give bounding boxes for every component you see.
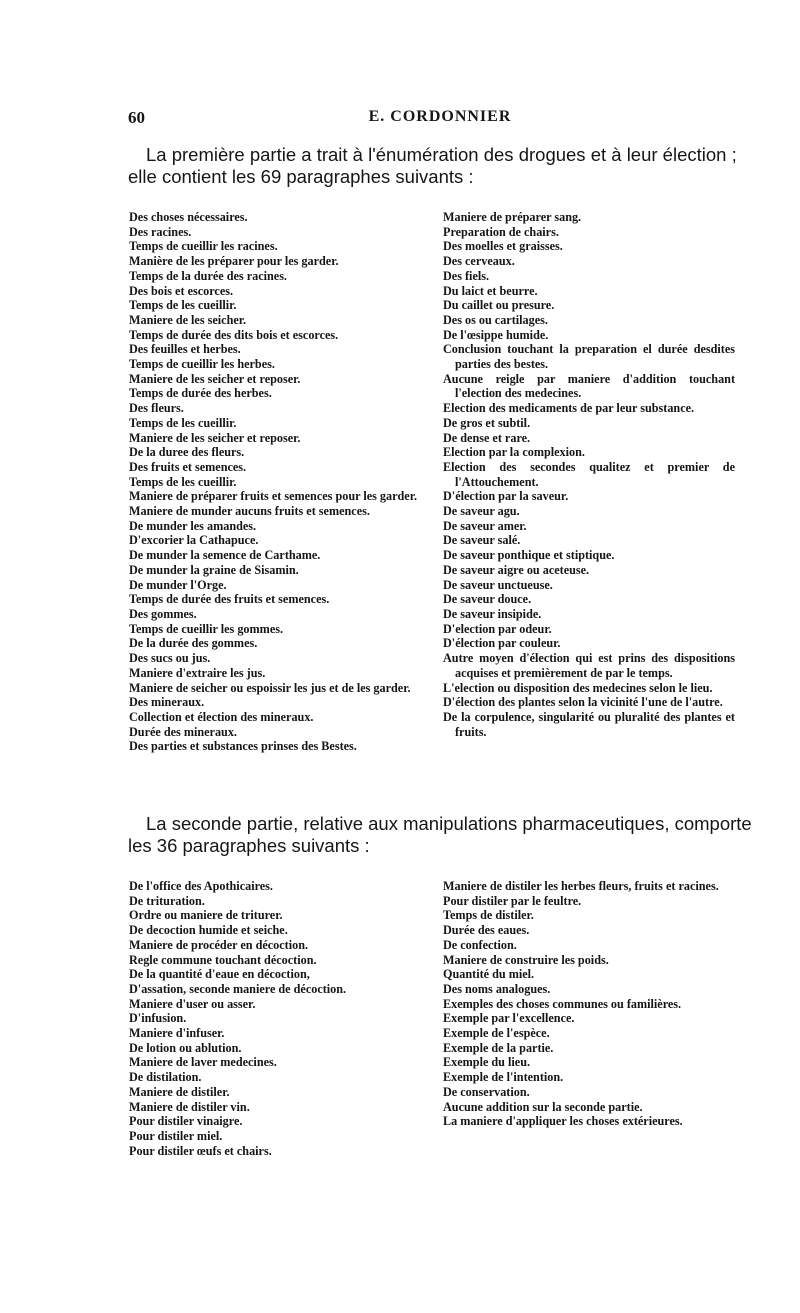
list-item: Temps de les cueillir. [129,298,237,313]
list-item: Maniere de distiler vin. [129,1099,250,1114]
list-item: Temps de durée des fruits et semences. [129,592,330,607]
list-item: Des fleurs. [129,401,184,416]
list-item: De la duree des fleurs. [129,445,245,460]
list-item: De dense et rare. [443,430,531,445]
list-item: De decoction humide et seiche. [129,923,288,938]
list-item: D'élection par la saveur. [443,489,569,504]
list-item: Exemple par l'excellence. [443,1011,575,1026]
list-item: Des moelles et graisses. [443,239,563,254]
list-item: Regle commune touchant décoction. [129,952,317,967]
list-item: Maniere de distiler. [129,1084,230,1099]
section1-right-list [443,210,735,739]
list-item: Maniere de procéder en décoction. [129,937,309,952]
list-item: Durée des eaues. [443,923,530,938]
list-item: Election par la complexion. [443,445,585,460]
list-item: Des choses nécessaires. [129,210,248,224]
list-item: Maniere d'infuser. [129,1026,225,1041]
list-item: Des mineraux. [129,695,205,710]
list-item: D'assation, seconde maniere de décoction. [129,981,347,996]
list-item: De la quantité d'eaue en décoction, [129,967,310,982]
list-item: Des gommes. [129,606,197,621]
list-item: De l'œsippe humide. [443,327,549,342]
list-item: Du caillet ou presure. [443,298,555,313]
list-item: Exemple de la partie. [443,1040,554,1055]
list-item: Des sucs ou jus. [129,651,211,666]
list-item: De saveur amer. [443,518,527,533]
section1-left-list [129,210,421,754]
list-item: De confection. [443,937,517,952]
list-item: Autre moyen d'élection qui est prins des dispositions acquises et premièrement de par le temps. [443,651,735,680]
list-item: Des os ou cartilages. [443,312,548,327]
list-item: Temps de les cueillir. [129,415,237,430]
list-item: De lotion ou ablution. [129,1040,242,1055]
list-item: Maniere d'extraire les jus. [129,665,266,680]
list-item: Manière de les préparer pour les garder. [129,254,339,269]
list-item: De l'office des Apothicaires. [129,879,273,893]
list-item: Pour distiler vinaigre. [129,1114,243,1129]
list-item: Exemples des choses communes ou familières. [443,996,682,1011]
list-item: Collection et élection des mineraux. [129,709,314,724]
list-item: Temps de les cueillir. [129,474,237,489]
list-item: De gros et subtil. [443,415,531,430]
list-item: Ordre ou maniere de triturer. [129,908,283,923]
list-item: Quantité du miel. [443,967,535,982]
list-item: Des racines. [129,224,192,239]
list-item: La maniere d'appliquer les choses extérieures. [443,1114,683,1129]
list-item: Temps de cueillir les gommes. [129,621,284,636]
list-item: D'élection par couleur. [443,636,561,651]
list-item: De munder la semence de Carthame. [129,548,321,563]
list-item: Aucune addition sur la seconde partie. [443,1099,643,1114]
list-item: De munder l'Orge. [129,577,227,592]
list-item: Des feuilles et herbes. [129,342,241,357]
list-item: Temps de la durée des racines. [129,268,287,283]
list-item: Maniere de munder aucuns fruits et semences. [129,504,370,519]
list-item: Des cerveaux. [443,254,515,269]
list-item: Pour distiler par le feultre. [443,893,582,908]
list-item: Des fiels. [443,268,490,283]
list-item: Maniere de les seicher. [129,312,247,327]
list-item: De distilation. [129,1070,202,1085]
list-item: Temps de durée des dits bois et escorces. [129,327,339,342]
list-item: D'excorier la Cathapuce. [129,533,259,548]
list-item: Du laict et beurre. [443,283,538,298]
list-item: De trituration. [129,893,205,908]
list-item: Exemple de l'intention. [443,1070,564,1085]
section2-intro: La seconde partie, relative aux manipulations pharmaceutiques, comporte les 36 paragraphes suivants : [128,813,752,856]
list-item: De saveur ponthique et stiptique. [443,548,615,563]
list-item: Maniere de préparer sang. [443,210,582,224]
list-item: Pour distiler œufs et chairs. [129,1143,272,1158]
list-item: Des noms analogues. [443,981,551,996]
list-item: Durée des mineraux. [129,724,237,739]
list-item: Des bois et escorces. [129,283,234,298]
list-item: Maniere d'user ou asser. [129,996,256,1011]
list-item: De saveur agu. [443,504,520,519]
list-item: De saveur salé. [443,533,521,548]
list-item: Temps de distiler. [443,908,534,923]
list-item: Maniere de laver medecines. [129,1055,277,1070]
section2-left-list [129,879,421,1158]
list-item: Des parties et substances prinses des Bestes. [129,739,357,754]
list-item: Temps de cueillir les herbes. [129,357,275,372]
list-item: Conclusion touchant la preparation el durée desdites parties des bestes. [443,342,735,372]
list-item: De la durée des gommes. [129,636,258,651]
list-item: Maniere de distiler les herbes fleurs, fruits et racines. [443,879,719,893]
list-item: Pour distiler miel. [129,1128,223,1143]
list-item: Exemple du lieu. [443,1055,531,1070]
list-item: De la corpulence, singularité ou pluralité des plantes et fruits. [443,709,735,739]
list-item: Exemple de l'espèce. [443,1026,550,1041]
list-item: De conservation. [443,1084,530,1099]
list-item: De munder les amandes. [129,518,257,533]
list-item: De munder la graine de Sisamin. [129,562,299,577]
list-item: Preparation de chairs. [443,224,559,239]
page-number: 60 [128,108,145,127]
section1-intro: La première partie a trait à l'énumération des drogues et à leur élection ; elle contient les 69 paragraphes suivants : [128,144,737,187]
list-item: Maniere de préparer fruits et semences pour les garder. [129,489,418,504]
list-item: De saveur aigre ou aceteuse. [443,562,590,577]
list-item: Temps de cueillir les racines. [129,239,278,254]
list-item: D'infusion. [129,1011,187,1026]
list-item: Maniere de construire les poids. [443,952,609,967]
section2-right-list [443,879,735,1129]
list-item: De saveur unctueuse. [443,577,553,592]
list-item: Temps de durée des herbes. [129,386,272,401]
list-item: Election des medicaments de par leur substance. [443,401,695,416]
list-item: Election des secondes qualitez et premier de l'Attouchement. [443,459,735,489]
list-item: L'election ou disposition des medecines selon le lieu. [443,680,713,695]
list-item: D'élection des plantes selon la vicinité l'une de l'autre. [443,695,723,710]
list-item: D'election par odeur. [443,621,552,636]
list-item: De saveur douce. [443,592,532,607]
list-item: Maniere de les seicher et reposer. [129,371,301,386]
running-title: E. CORDONNIER [368,108,512,125]
list-item: Maniere de seicher ou espoissir les jus et de les garder. [129,680,411,695]
list-item: Des fruits et semences. [129,459,247,474]
list-item: De saveur insipide. [443,606,542,621]
list-item: Aucune reigle par maniere d'addition touchant l'election des medecines. [443,371,735,401]
list-item: Maniere de les seicher et reposer. [129,430,301,445]
